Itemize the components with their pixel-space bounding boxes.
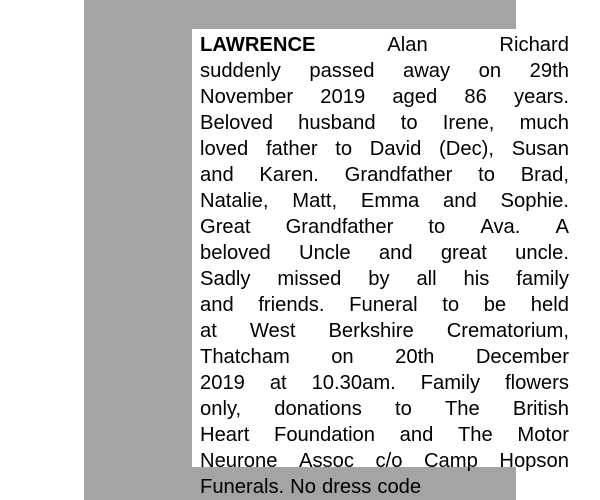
notice-word: c/o [375, 450, 403, 472]
notice-word: Grandfather [285, 216, 394, 238]
gray-frame [84, 0, 569, 500]
notice-word: Natalie, [200, 190, 269, 212]
notice-word: his [463, 268, 490, 290]
notice-word: Matt, [292, 190, 338, 212]
notice-word: aged [392, 86, 438, 108]
notice-line [200, 292, 569, 318]
notice-word: 2019 [200, 372, 245, 394]
notice-word: Beloved [200, 112, 273, 134]
notice-line [200, 422, 569, 448]
notice-word: Heart [200, 424, 250, 446]
notice-line [200, 344, 569, 370]
notice-word: family [516, 268, 569, 290]
notice-line [200, 162, 569, 188]
notice-word: friends. [258, 294, 325, 316]
notice-line [200, 318, 569, 344]
notice-word: The [444, 398, 480, 420]
notice-word: donations [274, 398, 362, 420]
notice-line [200, 266, 569, 292]
notice-word: away [402, 60, 451, 82]
notice-word: No [290, 476, 316, 498]
notice-word: much [519, 112, 569, 134]
notice-word: by [368, 268, 390, 290]
notice-word: The [457, 424, 493, 446]
notice-word: to [428, 216, 446, 238]
notice-word: December [475, 346, 569, 368]
notice-word: and [200, 164, 234, 186]
notice-word: Neurone [200, 450, 278, 472]
notice-word: only, [200, 398, 242, 420]
notice-word: and [399, 424, 434, 446]
notice-word: (Dec), [439, 138, 495, 160]
notice-word: great [440, 242, 487, 264]
notice-word: 29th [529, 60, 569, 82]
notice-word: uncle. [515, 242, 569, 264]
notice-word: and [200, 294, 234, 316]
notice-line [200, 370, 569, 396]
notice-word: and [443, 190, 477, 212]
notice-word: Sadly [200, 268, 251, 290]
notice-line [200, 188, 569, 214]
notice-word: Berkshire [328, 320, 414, 342]
notice-line [200, 474, 569, 500]
notice-word: at [200, 320, 217, 342]
notice-word: at [269, 372, 287, 394]
notice-surname: LAWRENCE [200, 34, 316, 56]
notice-word: be [483, 294, 507, 316]
notice-word: code [377, 476, 422, 498]
notice-line [200, 110, 569, 136]
death-notice-card [192, 29, 573, 498]
notice-word: to [394, 398, 412, 420]
notice-word: Hopson [499, 450, 569, 472]
notice-line [200, 214, 569, 240]
notice-word: Alan [387, 34, 428, 56]
notice-word: husband [298, 112, 376, 134]
notice-line [200, 136, 569, 162]
notice-word: Sophie. [500, 190, 569, 212]
notice-word: Brad, [520, 164, 569, 186]
notice-word: to [400, 112, 418, 134]
notice-word: Assoc [298, 450, 354, 472]
notice-line [200, 32, 569, 58]
notice-word: beloved [200, 242, 271, 264]
notice-word: Karen. [259, 164, 319, 186]
notice-word: and [378, 242, 413, 264]
notice-line [200, 448, 569, 474]
notice-word: Camp [423, 450, 478, 472]
notice-word: Irene, [442, 112, 495, 134]
notice-word: father [265, 138, 318, 160]
notice-word: flowers [505, 372, 569, 394]
notice-word: all [416, 268, 437, 290]
notice-word: dress [321, 476, 372, 498]
notice-word: Richard [499, 34, 569, 56]
notice-word: David [369, 138, 422, 160]
notice-word: Family [420, 372, 481, 394]
notice-word: held [530, 294, 569, 316]
notice-word: Susan [511, 138, 569, 160]
notice-word: missed [277, 268, 342, 290]
notice-word: 86 [464, 86, 487, 108]
notice-word: Emma [360, 190, 420, 212]
notice-word: Funeral [349, 294, 418, 316]
notice-word: Great [200, 216, 251, 238]
notice-word: November [200, 86, 294, 108]
notice-line [200, 396, 569, 422]
notice-word: passed [309, 60, 375, 82]
notice-line [200, 58, 569, 84]
notice-word: A [555, 216, 569, 238]
notice-word: on [331, 346, 354, 368]
notice-word: loved [200, 138, 249, 160]
notice-word: Uncle [298, 242, 351, 264]
notice-word: Thatcham [200, 346, 290, 368]
notice-word: Crematorium, [446, 320, 569, 342]
notice-line [200, 240, 569, 266]
notice-word: to [442, 294, 460, 316]
notice-text [200, 32, 569, 500]
notice-word: years. [514, 86, 569, 108]
notice-word: 10.30am. [311, 372, 396, 394]
notice-word: West [249, 320, 296, 342]
notice-line [200, 84, 569, 110]
notice-word: on [478, 60, 502, 82]
notice-word: Ava. [480, 216, 521, 238]
notice-word: to [335, 138, 353, 160]
notice-word: 2019 [320, 86, 366, 108]
notice-word: Motor [517, 424, 569, 446]
notice-word: to [478, 164, 495, 186]
notice-word: Foundation [274, 424, 376, 446]
notice-word: Funerals. [200, 476, 285, 498]
notice-word: suddenly [200, 60, 281, 82]
notice-word: 20th [395, 346, 435, 368]
notice-word: British [512, 398, 569, 420]
notice-word: Grandfather [344, 164, 453, 186]
